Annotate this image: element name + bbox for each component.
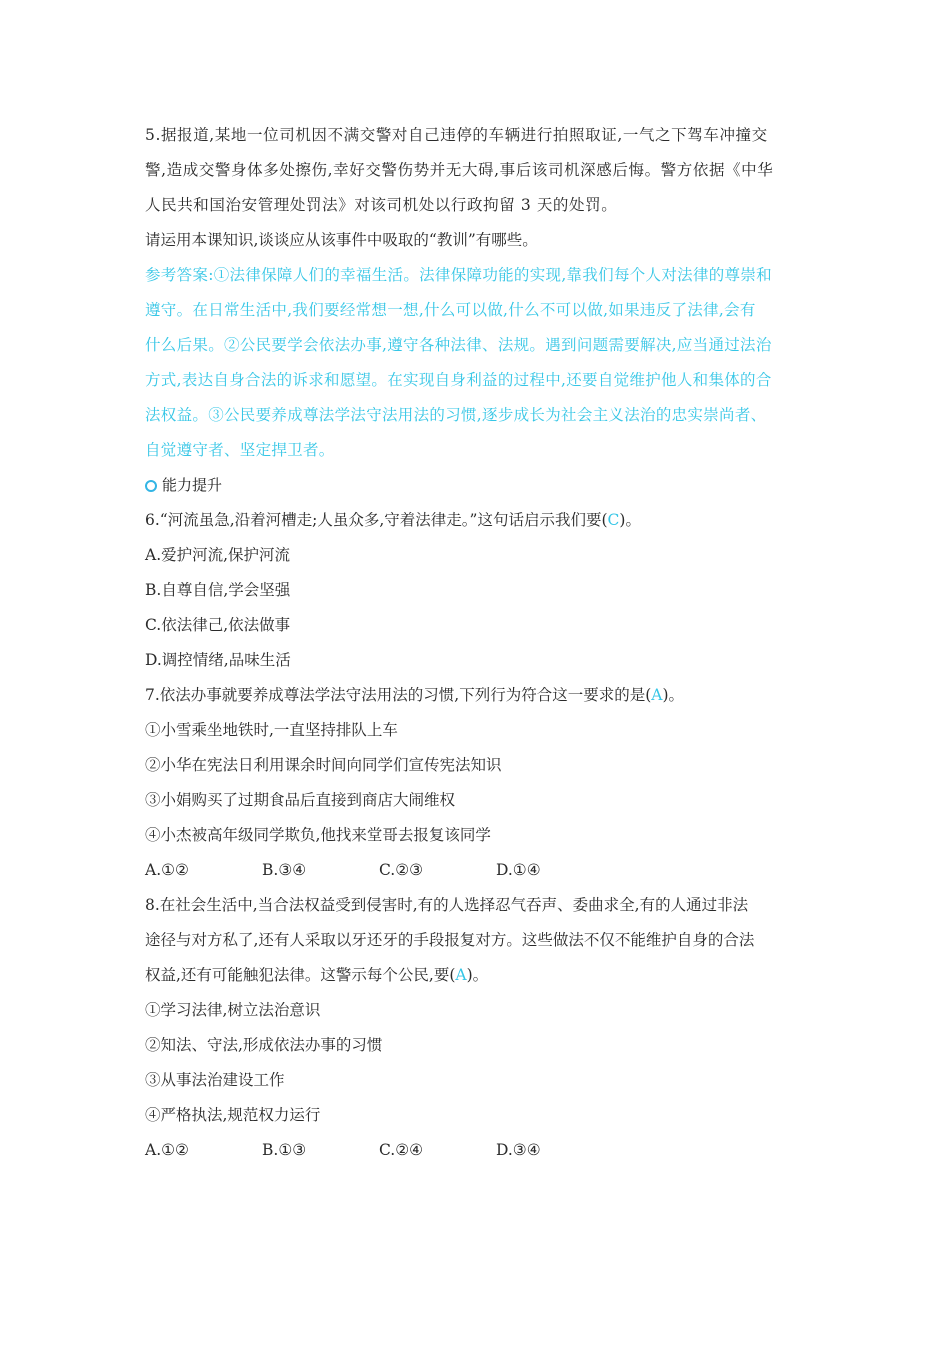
question-8 bbox=[145, 888, 815, 1168]
q8-stem-text: 权益,还有可能触犯法律。这警示每个公民,要( bbox=[145, 966, 456, 984]
q6-option-b: B.自尊自信,学会坚强 bbox=[145, 581, 291, 599]
q6-answer: C bbox=[607, 511, 620, 529]
answer-line-5: 法权益。③公民要养成尊法学法守法用法的习惯,逐步成长为社会主义法治的忠实崇尚者、 bbox=[145, 406, 767, 424]
section-heading bbox=[145, 468, 815, 503]
q7-item-3: ③小娟购买了过期食品后直接到商店大闹维权 bbox=[145, 791, 456, 809]
q8-item-4: ④严格执法,规范权力运行 bbox=[145, 1106, 321, 1124]
answer-line-1: 参考答案:①法律保障人们的幸福生活。法律保障功能的实现,靠我们每个人对法律的尊崇和 bbox=[145, 266, 772, 284]
q5-line-2: 警,造成交警身体多处擦伤,幸好交警伤势并无大碍,事后该司机深感后悔。警方依据《中华 bbox=[145, 161, 774, 179]
q5-line-1: 5.据报道,某地一位司机因不满交警对自己违停的车辆进行拍照取证,一气之下驾车冲撞交 bbox=[145, 126, 768, 144]
q8-item-1: ①学习法律,树立法治意识 bbox=[145, 1001, 321, 1019]
q5-reference-answer bbox=[145, 258, 815, 468]
answer-line-6: 自觉遵守者、坚定捍卫者。 bbox=[145, 441, 335, 459]
q7-options bbox=[145, 853, 815, 888]
q6-option-a: A.爱护河流,保护河流 bbox=[145, 546, 291, 564]
question-6 bbox=[145, 503, 815, 678]
q8-option-d: D.③④ bbox=[496, 1141, 541, 1159]
q6-option-c: C.依法律己,依法做事 bbox=[145, 616, 291, 634]
q7-option-c: C.②③ bbox=[379, 861, 424, 879]
answer-line-2: 遵守。在日常生活中,我们要经常想一想,什么可以做,什么不可以做,如果违反了法律,会有 bbox=[145, 301, 756, 319]
q7-option-a: A.①② bbox=[145, 861, 189, 879]
q7-stem bbox=[145, 678, 815, 713]
q8-line-1: 8.在社会生活中,当合法权益受到侵害时,有的人选择忍气吞声、委曲求全,有的人通过非法 bbox=[145, 896, 749, 914]
q7-item-4: ④小杰被高年级同学欺负,他找来堂哥去报复该同学 bbox=[145, 826, 491, 844]
q6-stem-text: 6.“河流虽急,沿着河槽走;人虽众多,守着法律走。”这句话启示我们要( bbox=[145, 511, 608, 529]
q8-line-2: 途径与对方私了,还有人采取以牙还牙的手段报复对方。这些做法不仅不能维护自身的合法 bbox=[145, 931, 755, 949]
q8-line-3 bbox=[145, 958, 815, 993]
q8-item-2: ②知法、守法,形成依法办事的习惯 bbox=[145, 1036, 383, 1054]
q6-option-d: D.调控情绪,品味生活 bbox=[145, 651, 291, 669]
q8-options bbox=[145, 1133, 815, 1168]
q7-stem-text: 7.依法办事就要养成尊法学法守法用法的习惯,下列行为符合这一要求的是( bbox=[145, 686, 652, 704]
section-title: 能力提升 bbox=[162, 476, 223, 494]
q6-stem bbox=[145, 503, 815, 538]
question-7 bbox=[145, 678, 815, 888]
q7-answer: A bbox=[651, 686, 663, 704]
q5-prompt: 请运用本课知识,谈谈应从该事件中吸取的“教训”有哪些。 bbox=[145, 231, 538, 249]
q8-option-a: A.①② bbox=[145, 1141, 189, 1159]
q7-item-2: ②小华在宪法日利用课余时间向同学们宣传宪法知识 bbox=[145, 756, 502, 774]
q7-stem-end: )。 bbox=[662, 686, 685, 704]
q7-option-d: D.①④ bbox=[496, 861, 541, 879]
q7-item-1: ①小雪乘坐地铁时,一直坚持排队上车 bbox=[145, 721, 398, 739]
worksheet-page bbox=[145, 118, 815, 1168]
answer-line-4: 方式,表达自身合法的诉求和愿望。在实现自身利益的过程中,还要自觉维护他人和集体的合 bbox=[145, 371, 772, 389]
answer-line-3: 什么后果。②公民要学会依法办事,遵守各种法律、法规。遇到问题需要解决,应当通过法治 bbox=[145, 336, 772, 354]
circle-icon bbox=[145, 480, 157, 492]
q6-stem-end: )。 bbox=[619, 511, 641, 529]
q5-line-3: 人民共和国治安管理处罚法》对该司机处以行政拘留 3 天的处罚。 bbox=[145, 196, 618, 214]
question-5 bbox=[145, 118, 815, 223]
q7-option-b: B.③④ bbox=[262, 861, 307, 879]
q8-stem-end: )。 bbox=[466, 966, 489, 984]
q8-option-b: B.①③ bbox=[262, 1141, 307, 1159]
q8-answer: A bbox=[455, 966, 467, 984]
q8-item-3: ③从事法治建设工作 bbox=[145, 1071, 285, 1089]
q8-option-c: C.②④ bbox=[379, 1141, 424, 1159]
